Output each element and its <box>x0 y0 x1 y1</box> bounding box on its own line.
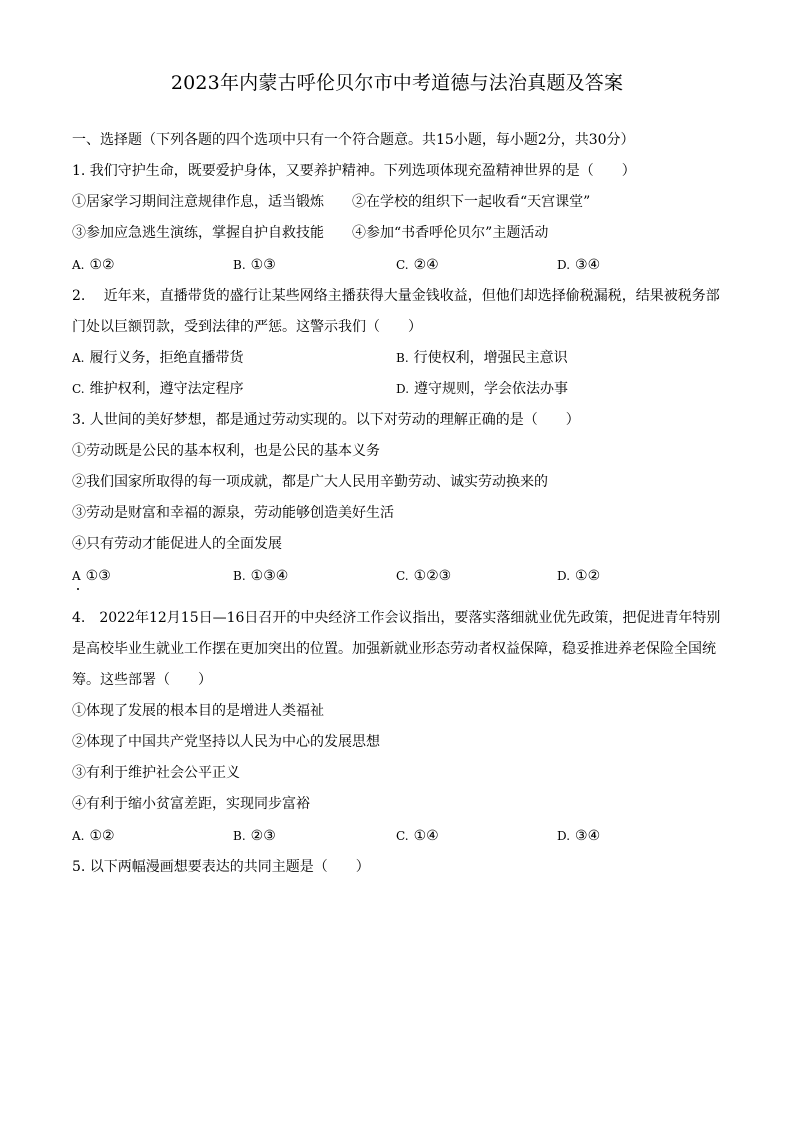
section-heading: 一、选择题（下列各题的四个选项中只有一个符合题意。共15小题，每小题2分，共30分） <box>72 132 635 148</box>
q3-statement-2: ②我们国家所取得的每一项成就，都是广大人民用辛勤劳动、诚实劳动换来的 <box>72 474 548 490</box>
q4-option-a: A. ①② <box>72 828 115 844</box>
q4-option-c: C. ①④ <box>396 828 439 844</box>
q4-statement-1: ①体现了发展的根本目的是增进人类福祉 <box>72 703 324 719</box>
q3-option-a: A ①③ <box>72 568 111 584</box>
q1-statement-1: ①居家学习期间注意规律作息，适当锻炼 <box>72 194 324 210</box>
question-4-stem-line-2: 是高校毕业生就业工作摆在更加突出的位置。加强新就业形态劳动者权益保障，稳妥推进养老保险全国统 <box>72 641 716 657</box>
q2-option-b: B. 行使权利，增强民主意识 <box>396 350 568 366</box>
question-4-stem-line-1: 4. 2022年12月15日—16日召开的中央经济工作会议指出，要落实落细就业优先政策，把促进青年特别 <box>72 610 721 626</box>
q1-statement-4: ④参加“书香呼伦贝尔”主题活动 <box>352 225 549 241</box>
question-5-stem: 5. 以下两幅漫画想要表达的共同主题是（ ） <box>72 859 370 875</box>
q4-statement-3: ③有利于维护社会公平正义 <box>72 765 240 781</box>
question-3-stem: 3. 人世间的美好梦想，都是通过劳动实现的。以下对劳动的理解正确的是（ ） <box>72 412 580 428</box>
q2-option-c: C. 维护权利，遵守法定程序 <box>72 381 244 397</box>
q1-option-c: C. ②④ <box>396 257 439 273</box>
q1-statement-2: ②在学校的组织下一起收看“天宫课堂” <box>352 194 591 210</box>
q3-statement-4: ④只有劳动才能促进人的全面发展 <box>72 536 282 552</box>
q3-option-b: B. ①③④ <box>233 568 289 584</box>
q3-statement-3: ③劳动是财富和幸福的源泉，劳动能够创造美好生活 <box>72 505 394 521</box>
q1-statement-3: ③参加应急逃生演练，掌握自护自救技能 <box>72 225 324 241</box>
question-1-stem: 1. 我们守护生命，既要爱护身体，又要养护精神。下列选项体现充盈精神世界的是（ ） <box>72 163 636 179</box>
q4-statement-2: ②体现了中国共产党坚持以人民为中心的发展思想 <box>72 734 380 750</box>
q1-option-a: A. ①② <box>72 257 115 273</box>
page-title: 2023年内蒙古呼伦贝尔市中考道德与法治真题及答案 <box>170 72 624 94</box>
q4-option-b: B. ②③ <box>233 828 276 844</box>
q3-option-c: C. ①②③ <box>396 568 452 584</box>
question-2-stem-line-1: 2. 近年来，直播带货的盛行让某些网络主播获得大量金钱收益，但他们却选择偷税漏税，结果被税务部 <box>72 288 720 304</box>
q2-option-d: D. 遵守规则，学会依法办事 <box>396 381 569 397</box>
q4-statement-4: ④有利于缩小贫富差距，实现同步富裕 <box>72 796 310 812</box>
question-4-stem-line-3: 筹。这些部署（ ） <box>72 672 212 688</box>
q3-option-d: D. ①② <box>557 568 601 584</box>
q2-option-a: A. 履行义务，拒绝直播带货 <box>72 350 244 366</box>
question-2-stem-line-2: 门处以巨额罚款，受到法律的严惩。这警示我们（ ） <box>72 319 422 335</box>
q3-statement-1: ①劳动既是公民的基本权利，也是公民的基本义务 <box>72 443 380 459</box>
q1-option-b: B. ①③ <box>233 257 276 273</box>
q3-option-a-dot <box>77 588 79 590</box>
q4-option-d: D. ③④ <box>557 828 601 844</box>
q1-option-d: D. ③④ <box>557 257 601 273</box>
